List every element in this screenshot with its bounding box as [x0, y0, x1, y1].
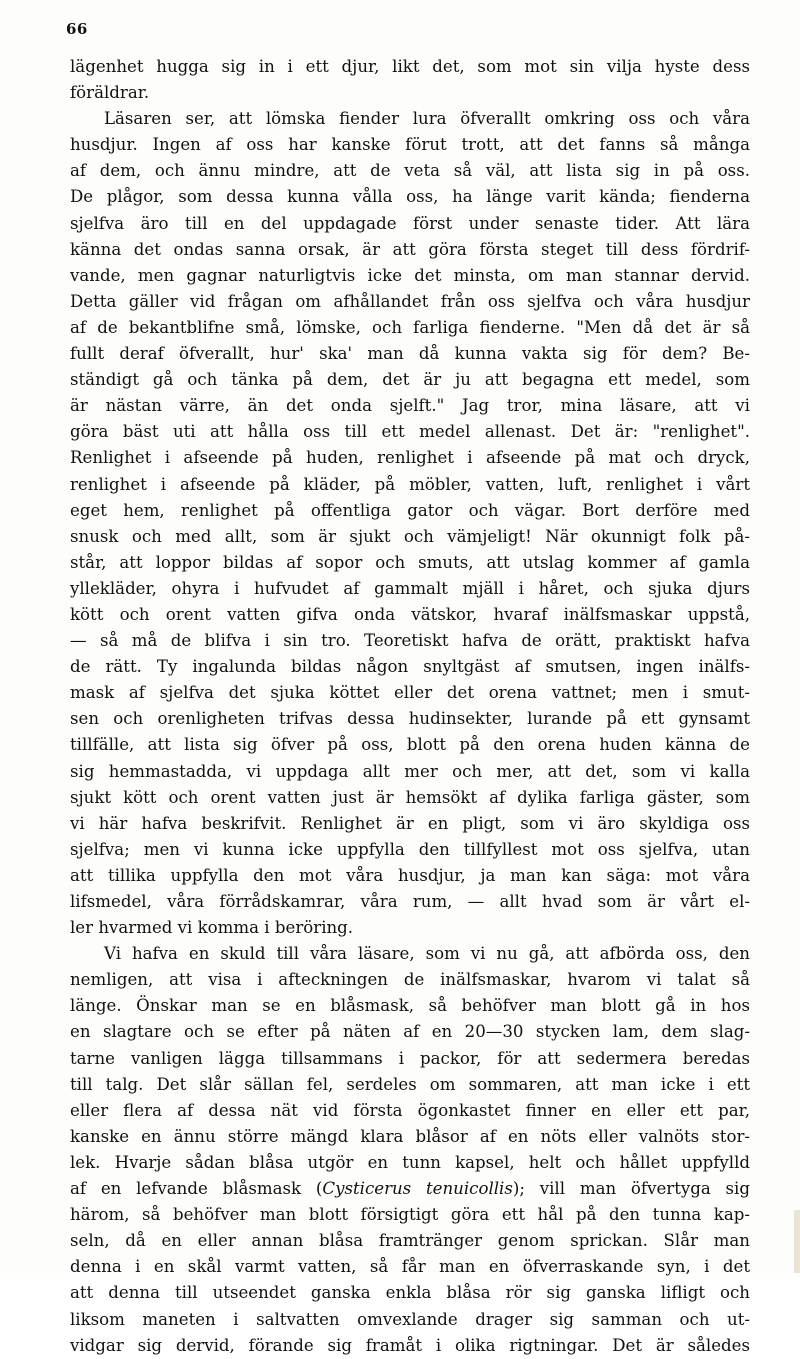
text-line: Detta gäller vid frågan om afhållandet från oss sjelfva och våra husdjur: [70, 291, 750, 311]
text-line: kanske en ännu större mängd klara blåsor af en nöts eller valnöts stor-: [70, 1126, 750, 1146]
text-line: göra bäst uti att hålla oss till ett medel allenast. Det är: "renlighet".: [70, 422, 750, 442]
text-line: af en lefvande blåsmask (Cysticerus tenuicollis); vill man öfvertyga sig: [70, 1179, 750, 1199]
body-text: [70, 54, 750, 1359]
text-line: ler hvarmed vi komma i beröring.: [70, 918, 354, 938]
text-line: tillfälle, att lista sig öfver på oss, blott på den orena huden känna de: [70, 735, 750, 755]
text-line: fullt deraf öfverallt, hur' ska' man då kunna vakta sig för dem? Be-: [70, 344, 750, 364]
text-line: Läsaren ser, att lömska fiender lura öfverallt omkring oss och våra: [104, 109, 750, 129]
text-line: är nästan värre, än det onda sjelft." Jag tror, mina läsare, att vi: [70, 396, 750, 416]
text-line: sjelfva; men vi kunna icke uppfylla den tillfyllest mot oss sjelfva, utan: [70, 839, 750, 859]
text-line: står, att loppor bildas af sopor och smuts, att utslag kommer af gamla: [70, 552, 750, 572]
text-line: att tillika uppfylla den mot våra husdjur, ja man kan säga: mot våra: [70, 865, 750, 885]
page-edge-stain: [794, 1210, 800, 1273]
text-line: eller flera af dessa nät vid första ögonkastet finner en eller ett par,: [70, 1100, 750, 1120]
text-line: snusk och med allt, som är sjukt och vämjeligt! När okunnigt folk på-: [70, 526, 750, 546]
text-line: denna i en skål varmt vatten, så får man en öfverraskande syn, i det: [70, 1257, 750, 1277]
text-line: kött och orent vatten gifva onda vätskor, hvaraf inälfsmaskar uppstå,: [70, 604, 750, 624]
text-line: till talg. Det slår sällan fel, serdeles om sommaren, att man icke i ett: [70, 1074, 750, 1094]
text-line: lek. Hvarje sådan blåsa utgör en tunn kapsel, helt och hållet uppfylld: [70, 1152, 750, 1172]
text-line: länge. Önskar man se en blåsmask, så behöfver man blott gå in hos: [70, 996, 750, 1016]
text-line: mask af sjelfva det sjuka köttet eller det orena vattnet; men i smut-: [70, 683, 750, 703]
text-line: nemligen, att visa i afteckningen de inälfsmaskar, hvarom vi talat så: [70, 970, 750, 990]
text-line: renlighet i afseende på kläder, på möbler, vatten, luft, renlighet i vårt: [70, 474, 750, 494]
text-line: Renlighet i afseende på huden, renlighet i afseende på mat och dryck,: [70, 448, 750, 468]
text-line: en slagtare och se efter på näten af en 20—30 stycken lam, dem slag-: [70, 1022, 750, 1042]
species-name: Cysticerus tenuicollis: [322, 1179, 513, 1199]
text-line: — så må de blifva i sin tro. Teoretiskt hafva de orätt, praktiskt hafva: [70, 631, 750, 651]
text-line: vi här hafva beskrifvit. Renlighet är en pligt, som vi äro skyldiga oss: [70, 813, 750, 833]
text-line: härom, så behöfver man blott försigtigt göra ett hål på den tunna kap-: [70, 1205, 750, 1225]
text-line: känna det ondas sanna orsak, är att göra första steget till dess fördrif-: [70, 239, 750, 259]
text-line: de rätt. Ty ingalunda bildas någon snyltgäst af smutsen, ingen inälfs-: [70, 657, 750, 677]
text-line: sjelfva äro till en del uppdagade först under senaste tider. Att lära: [70, 213, 750, 233]
page-number: 66: [66, 20, 88, 38]
text-line: vidgar sig dervid, förande sig framåt i olika rigtningar. Det är således: [70, 1335, 750, 1355]
text-line: husdjur. Ingen af oss har kanske förut trott, att det fanns så många: [70, 135, 750, 155]
text-line: lifsmedel, våra förrådskamrar, våra rum, — allt hvad som är vårt el-: [70, 892, 750, 911]
text-line: vande, men gagnar naturligtvis icke det minsta, om man stannar dervid.: [70, 265, 750, 285]
text-line: sjukt kött och orent vatten just är hemsökt af dylika farliga gäster, som: [70, 787, 750, 807]
text-line: liksom maneten i saltvatten omvexlande drager sig samman och ut-: [70, 1309, 750, 1329]
text-line: De plågor, som dessa kunna vålla oss, ha länge varit kända; fienderna: [70, 187, 750, 207]
text-line: seln, då en eller annan blåsa framtränger genom sprickan. Slår man: [70, 1231, 750, 1251]
text-line: yllekläder, ohyra i hufvudet af gammalt mjäll i håret, och sjuka djurs: [70, 578, 750, 598]
text-line: föräldrar.: [70, 83, 150, 103]
text-line: af de bekantblifne små, lömske, och farliga fienderne. "Men då det är så: [70, 317, 750, 337]
text-line: lägenhet hugga sig in i ett djur, likt det, som mot sin vilja hyste dess: [70, 57, 750, 76]
text-line: att denna till utseendet ganska enkla blåsa rör sig ganska lifligt och: [70, 1283, 750, 1303]
text-line: ständigt gå och tänka på dem, det är ju att begagna ett medel, som: [70, 370, 750, 390]
text-line: af dem, och ännu mindre, att de veta så väl, att lista sig in på oss.: [70, 161, 750, 181]
text-line: eget hem, renlighet på offentliga gator och vägar. Bort derföre med: [70, 500, 750, 520]
text-line: tarne vanligen lägga tillsammans i packor, för att sedermera beredas: [70, 1048, 750, 1068]
text-line: sig hemmastadda, vi uppdaga allt mer och mer, att det, som vi kalla: [70, 761, 750, 781]
text-line: Vi hafva en skuld till våra läsare, som vi nu gå, att afbörda oss, den: [104, 944, 750, 964]
text-line: sen och orenligheten trifvas dessa hudinsekter, lurande på ett gynsamt: [70, 709, 750, 729]
